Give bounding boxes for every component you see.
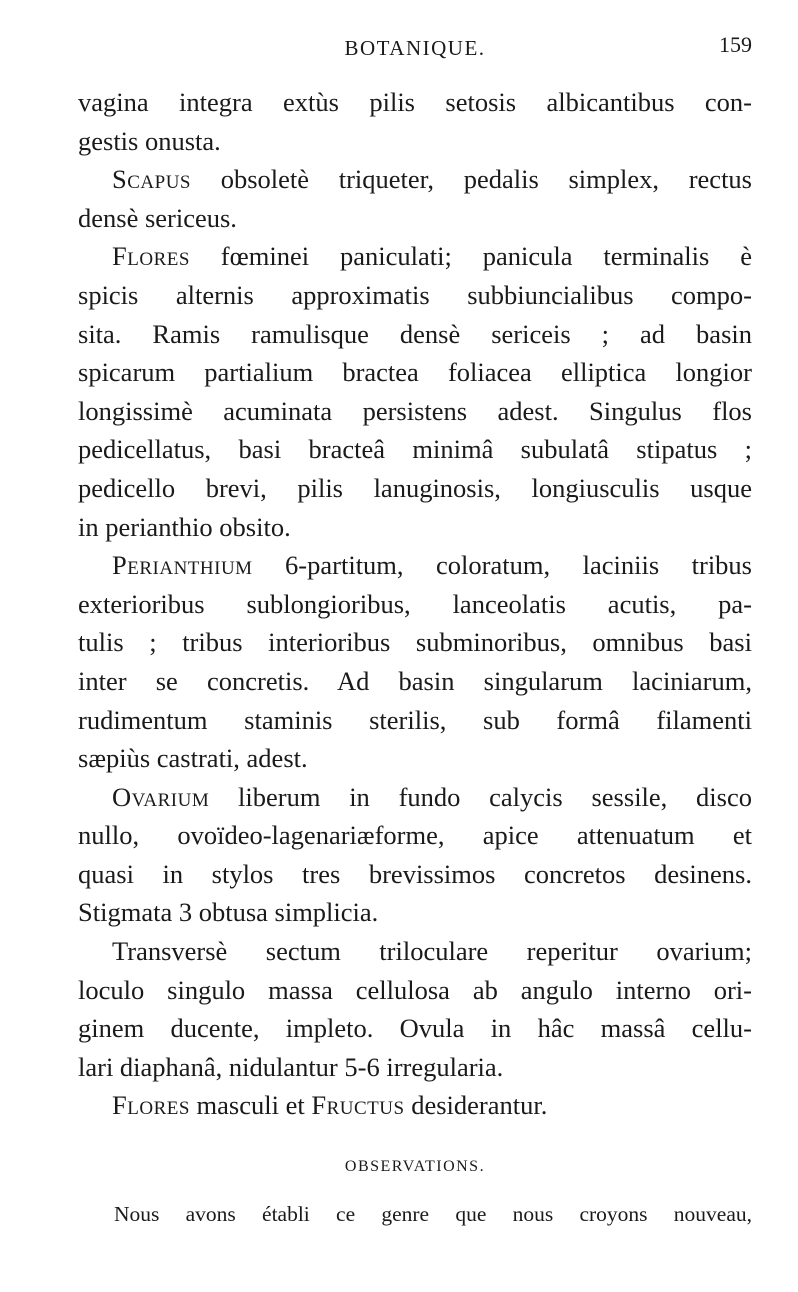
text-line: lari diaphanâ, nidulantur 5-6 irregularia. [78, 1051, 504, 1082]
text-line: vagina integra extùs pilis setosis albicantibus con- [78, 87, 752, 117]
text-line: nullo, ovoïdeo-lagenariæforme, apice attenuatum et [78, 820, 752, 851]
section-lead: Flores [112, 241, 190, 272]
text-line: tulis ; tribus interioribus subminoribus, omnibus basi [78, 627, 752, 658]
paragraph-perianthium [78, 546, 752, 585]
page-body [78, 83, 752, 1229]
text-fragment: liberum in fundo calycis sessile, disco [209, 781, 752, 812]
text-fragment: 6-partitum, coloratum, laciniis tribus [252, 550, 752, 581]
text-line: gestis onusta. [78, 125, 221, 156]
paragraph-flores-masculi [78, 1086, 752, 1125]
text-fragment: desiderantur. [404, 1090, 548, 1121]
paragraph-flores-foeminei [78, 237, 752, 276]
text-line: quasi in stylos tres brevissimos concretos desinens. [78, 858, 752, 889]
text-fragment: obsoletè triqueter, pedalis simplex, rectus [191, 164, 752, 195]
text-line: in perianthio obsito. [78, 511, 291, 542]
text-fragment: masculi et [189, 1090, 312, 1121]
section-lead: Scapus [112, 164, 191, 195]
text-line: sita. Ramis ramulisque densè sericeis ; ad basin [78, 318, 752, 349]
paragraph-transverse: Transversè sectum triloculare reperitur ovarium; [112, 936, 752, 967]
text-line: sæpiùs castrati, adest. [78, 743, 308, 774]
observations-heading: OBSERVATIONS. [344, 1158, 486, 1176]
text-line: spicarum partialium bractea foliacea elliptica longior [78, 357, 752, 388]
section-lead: Ovarium [112, 781, 210, 812]
text-line: densè sericeus. [78, 202, 237, 233]
running-title: BOTANIQUE. [344, 35, 486, 60]
paragraph-ovarium [78, 778, 752, 817]
text-line: loculo singulo massa cellulosa ab angulo interno ori- [78, 974, 752, 1005]
text-line: ginem ducente, impleto. Ovula in hâc massâ cellu- [78, 1013, 752, 1044]
section-lead: Perianthium [112, 550, 253, 581]
paragraph-scapus [78, 160, 752, 199]
text-line: pedicello brevi, pilis lanuginosis, longiusculis usque [78, 472, 752, 503]
text-line: spicis alternis approximatis subbiuncialibus compo- [78, 279, 752, 310]
page-number: 159 [719, 32, 752, 57]
text-line: Stigmata 3 obtusa simplicia. [78, 897, 379, 928]
text-line: inter se concretis. Ad basin singularum laciniarum, [78, 665, 752, 696]
text-line: rudimentum staminis sterilis, sub formâ filamenti [78, 704, 752, 735]
text-fragment: fœminei paniculati; panicula terminalis è [189, 241, 752, 272]
section-lead: Flores [112, 1090, 190, 1121]
section-lead: Fructus [311, 1090, 405, 1121]
text-line: exterioribus sublongioribus, lanceolatis acutis, pa- [78, 588, 752, 619]
observations-text: Nous avons établi ce genre que nous croyons nouveau, [114, 1202, 752, 1227]
page-header [78, 30, 752, 66]
text-line: longissimè acuminata persistens adest. Singulus flos [78, 395, 752, 426]
text-line: pedicellatus, basi bracteâ minimâ subulatâ stipatus ; [78, 434, 752, 465]
